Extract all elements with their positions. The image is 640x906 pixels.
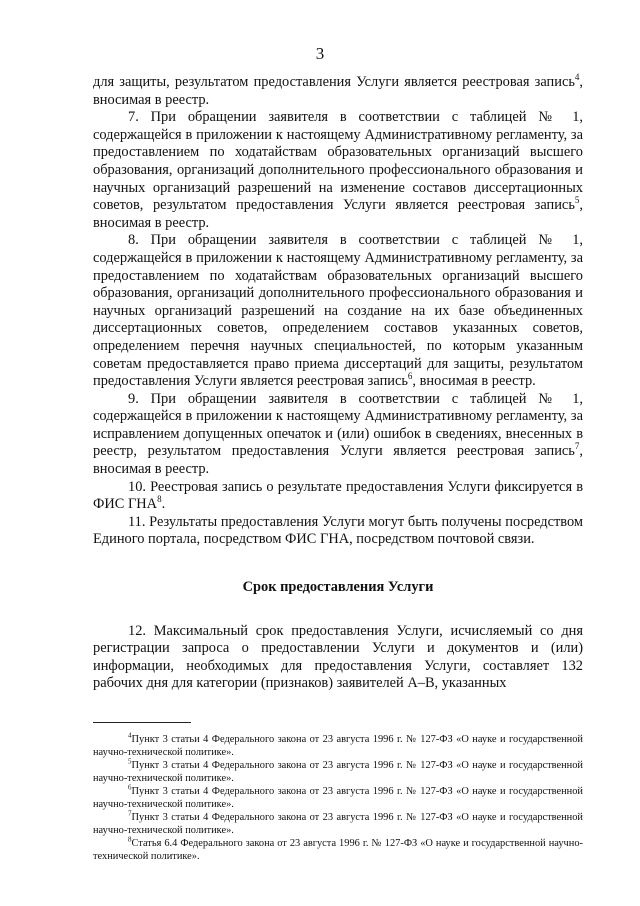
footnote-4 <box>93 733 583 759</box>
paragraph-text-end: . <box>161 496 166 513</box>
footnote-5 <box>93 759 583 785</box>
paragraph-text: 10. Реестровая запись о результате предоставления Услуги фиксируется в ФИС ГНА <box>93 478 583 513</box>
paragraph-10 <box>93 479 583 514</box>
paragraph-text-end: , вносимая в реестр. <box>412 373 536 390</box>
footnote-7 <box>93 811 583 837</box>
footnote-text: Пункт 3 статьи 4 Федерального закона от 23 августа 1996 г. № 127-ФЗ «О науке и государственной научно-технической политике». <box>93 734 583 758</box>
footnote-ref: 4 <box>574 72 580 83</box>
footnote-ref: 8 <box>157 494 162 505</box>
footnote-6 <box>93 785 583 811</box>
paragraph-11 <box>93 514 583 549</box>
footnote-ref: 6 <box>407 371 413 382</box>
footnote-ref: 7 <box>574 441 580 452</box>
paragraph-12: 12. Максимальный срок предоставления Услуги, исчисляемый со дня регистрации запроса о предоставлении Услуги и документов и (или) информации, необходимых для предоставления Услуги, составляет 132 рабочих дня для категории (признаков) заявителей А–В, указанных <box>93 622 583 692</box>
paragraph-8 <box>93 232 583 390</box>
paragraph-text: 7. При обращении заявителя в соответствии с таблицей № 1, содержащейся в приложении к настоящему Административному регламенту, за предоставлением по ходатайствам образовательных организаций высшего образования, организаций дополнительного профессионального образования и научных организаций разрешений на изменение составов диссертационных советов, результатом предоставления Услуги является реестровая запись <box>93 109 583 214</box>
footnote-number: 6 <box>128 783 132 792</box>
footnote-ref: 5 <box>574 195 580 206</box>
page-number: 3 <box>315 44 325 63</box>
paragraph-text: для защиты, результатом предоставления Услуги является реестровая запись <box>93 74 575 90</box>
paragraph-text-end: , вносимая в реестр. <box>93 197 583 231</box>
footnote-text: Пункт 3 статьи 4 Федерального закона от 23 августа 1996 г. № 127-ФЗ «О науке и государственной научно-технической политике». <box>93 760 583 784</box>
document-body <box>93 74 583 693</box>
footnotes <box>93 733 583 863</box>
paragraph-9 <box>93 391 583 479</box>
paragraph-text-end: , вносимая в реестр. <box>93 443 583 478</box>
footnote-text: Пункт 3 статьи 4 Федерального закона от 23 августа 1996 г. № 127-ФЗ «О науке и государственной научно-технической политике». <box>93 812 583 836</box>
footnote-number: 7 <box>128 809 132 818</box>
paragraph-continuation <box>93 74 583 109</box>
footnote-separator <box>93 722 191 723</box>
footnote-8 <box>93 837 583 863</box>
footnote-number: 4 <box>128 731 132 740</box>
footnote-number: 5 <box>128 757 132 766</box>
section-heading: Срок предоставления Услуги <box>242 579 434 596</box>
paragraph-text: 8. При обращении заявителя в соответствии с таблицей № 1, содержащейся в приложении к настоящему Административному регламенту, за предоставлением по ходатайствам образовательных организаций высшего образования, организаций дополнительного профессионального образования и научных организаций разрешений на создание на их базе объединенных диссертационных советов, определением составов указанных советов, определением перечня научных специальностей, по которым указанным советам предоставляется право приема диссертаций для защиты, результатом предоставления Услуги является реестровая запись <box>93 232 583 390</box>
paragraph-text-end: , вносимая в реестр. <box>93 74 583 108</box>
paragraph-text: 11. Результаты предоставления Услуги могут быть получены посредством Единого портала, посредством ФИС ГНА, посредством почтовой связи. <box>93 513 583 548</box>
footnote-text: Статья 6.4 Федерального закона от 23 августа 1996 г. № 127-ФЗ «О науке и государственной научно-технической политике». <box>93 838 583 862</box>
paragraph-text: 9. При обращении заявителя в соответствии с таблицей № 1, содержащейся в приложении к настоящему Административному регламенту, за исправлением допущенных опечаток и (или) ошибок в сведениях, внесенных в реестр, результатом предоставления Услуги является реестровая запись <box>93 390 583 460</box>
footnote-number: 8 <box>128 835 132 844</box>
footnote-text: Пункт 3 статьи 4 Федерального закона от 23 августа 1996 г. № 127-ФЗ «О науке и государственной научно-технической политике». <box>93 786 583 810</box>
paragraph-7 <box>93 109 583 232</box>
